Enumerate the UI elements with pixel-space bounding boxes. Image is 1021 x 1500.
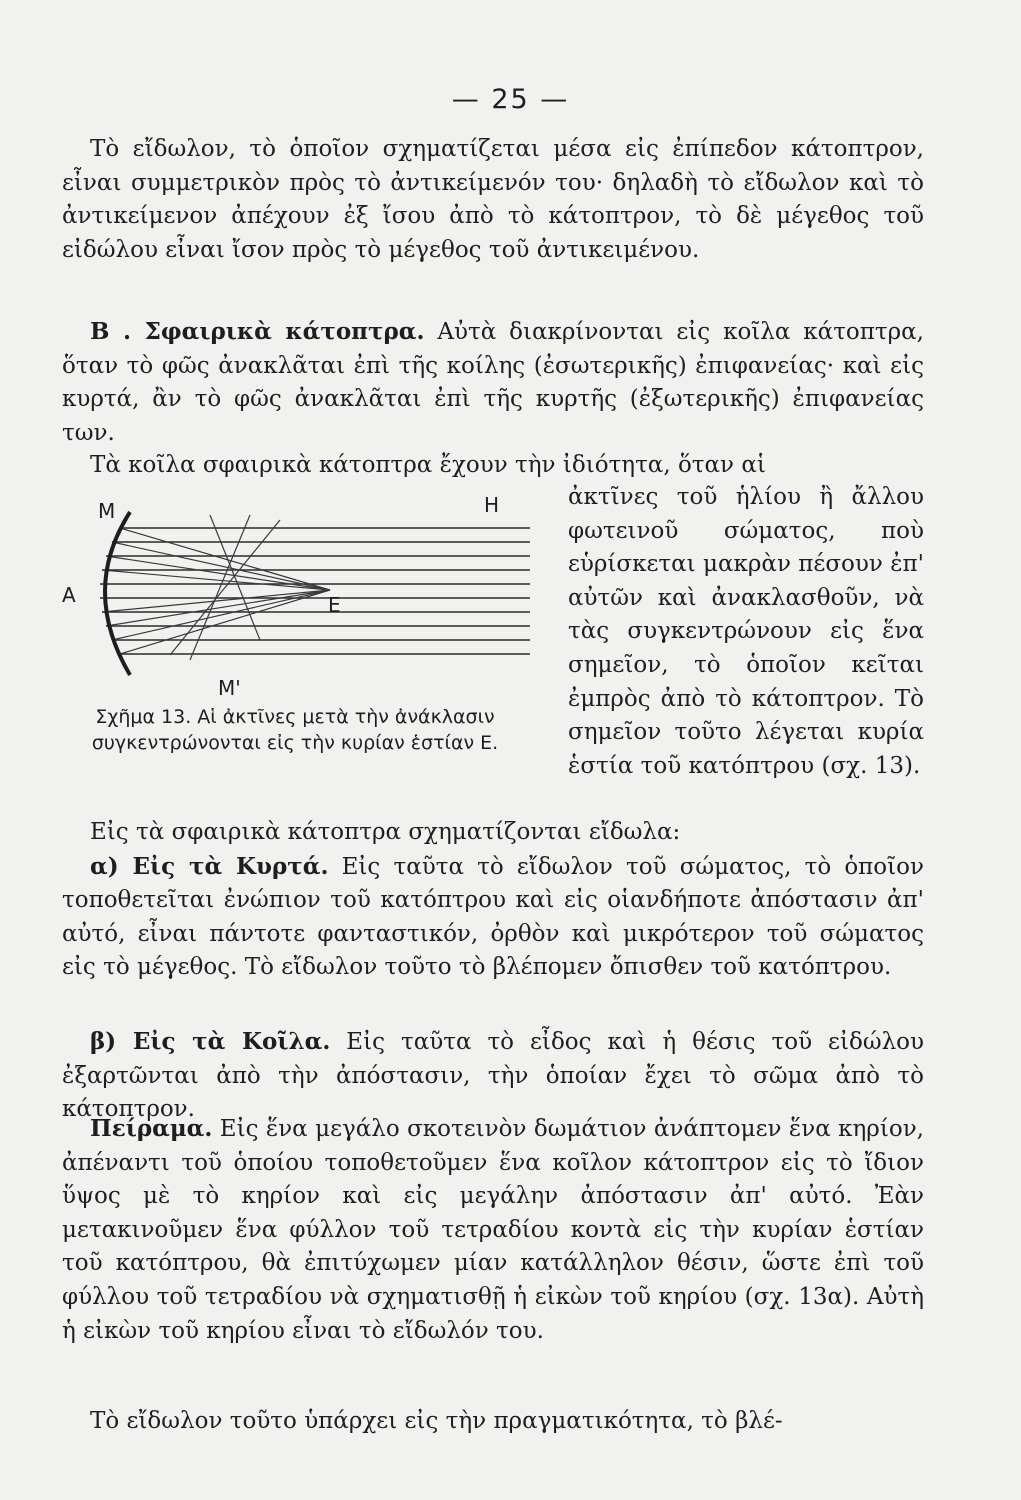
paragraph-spherical-mirrors: [62, 315, 924, 450]
label-e: Ε: [328, 593, 341, 617]
paragraph-image-types: [62, 816, 924, 985]
section-heading-spherical: Β . Σφαιρικὰ κάτοπτρα.: [90, 318, 425, 345]
images-intro-text: Εἰς τὰ σφαιρικὰ κάτοπτρα σχηματίζονται εἴδωλα:: [90, 819, 681, 845]
reflected-rays: [102, 515, 330, 660]
concave-mirror-arc: [105, 512, 130, 675]
label-m-prime: Μ': [218, 676, 241, 700]
figure-13-concave-mirror: [60, 490, 550, 705]
concave-intro-text: Τὰ κοῖλα σφαιρικὰ κάτοπτρα ἔχουν τὴν ἰδιότητα, ὅταν αἱ: [90, 452, 766, 478]
experiment-heading: Πείραμα.: [90, 1115, 213, 1142]
spherical-text: Αὐτὰ διακρίνονται εἰς κοῖλα κάτοπτρα, ὅταν τὸ φῶς ἀνακλᾶται ἐπὶ τῆς κοίλης (ἐσωτερικῆς) ἐπιφανείας· καὶ εἰς κυρτά, ἂν τὸ φῶς ἀνακλᾶται ἐπὶ τῆς κυρτῆς (ἐξωτερικῆς) ἐπιφανείας των.: [62, 319, 924, 446]
paragraph-experiment: [62, 1112, 924, 1348]
figure-caption: Σχῆμα 13. Αἱ ἀκτῖνες μετὰ τὴν ἀνάκλασιν συγκεντρώνονται εἰς τὴν κυρίαν ἑστίαν Ε.: [91, 706, 499, 754]
page-number: — 25 —: [451, 84, 570, 115]
paragraph-plane-mirror: [62, 133, 924, 267]
last-line-text: Τὸ εἴδωλον τοῦτο ὑπάρχει εἰς τὴν πραγματικότητα, τὸ βλέ-: [90, 1408, 783, 1434]
label-a: Α: [62, 583, 76, 607]
concave-description-text: ἀκτῖνες τοῦ ἡλίου ἢ ἄλλου φωτεινοῦ σώματος, ποὺ εὑρίσκεται μακρὰν πέσουν ἐπ' αὐτῶν καὶ ἀνακλασθοῦν, νὰ τὰς συγκεντρώνουν εἰς ἕνα σημεῖον, τὸ ὁποῖον κεῖται ἐμπρὸς ἀπὸ τὸ κάτοπτρον. Τὸ σημεῖον τοῦτο λέγεται κυρία ἑστία τοῦ κατόπτρου (σχ. 13).: [568, 484, 924, 779]
concave-description-column: [568, 481, 924, 783]
plane-mirror-text: Τὸ εἴδωλον, τὸ ὁποῖον σχηματίζεται μέσα εἰς ἐπίπεδον κάτοπτρον, εἶναι συμμετρικὸν πρὸς τὸ ἀντικείμενόν του· δηλαδὴ τὸ εἴδωλον καὶ τὸ ἀντικείμενον ἀπέχουν ἐξ ἴσου ἀπὸ τὸ κάτοπτρον, τὸ δὲ μέγεθος τοῦ εἰδώλου εἶναι ἴσον πρὸς τὸ μέγεθος τοῦ ἀντικειμένου.: [62, 136, 924, 263]
paragraph-last-line: [62, 1405, 924, 1439]
paragraph-concave-intro: [62, 449, 924, 483]
label-h: Η: [484, 493, 500, 517]
experiment-text: Εἰς ἕνα μεγάλο σκοτεινὸν δωμάτιον ἀνάπτομεν ἕνα κηρίον, ἀπέναντι τοῦ ὁποίου τοποθετοῦμεν ἕνα κοῖλον κάτοπτρον εἰς τὸ ἴδιον ὕψος μὲ τὸ κηρίον καὶ εἰς μεγάλην ἀπόστασιν ἀπ' αὐτό. Ἐὰν μετακινοῦμεν ἕνα φύλλον τοῦ τετραδίου κοντὰ εἰς τὴν κυρίαν ἑστίαν τοῦ κατόπτρου, θὰ ἐπιτύχωμεν μίαν κατάλληλον θέσιν, ὥστε ἐπὶ τοῦ φύλλου τοῦ τετραδίου νὰ σχηματισθῇ ἡ εἰκὼν τοῦ κηρίου (σχ. 13α). Αὐτὴ ἡ εἰκὼν τοῦ κηρίου εἶναι τὸ εἴδωλόν του.: [62, 1116, 924, 1344]
convex-heading: α) Εἰς τὰ Κυρτά.: [90, 852, 329, 880]
concave-text: Εἰς ταῦτα τὸ εἶδος καὶ ἡ θέσις τοῦ εἰδώλου ἐξαρτῶνται ἀπὸ τὴν ἀπόστασιν, τὴν ὁποίαν ἔχει τὸ σῶμα ἀπὸ τὸ κάτοπτρον.: [62, 1029, 924, 1123]
convex-text: Εἰς ταῦτα τὸ εἴδωλον τοῦ σώματος, τὸ ὁποῖον τοποθετεῖται ἐνώπιον τοῦ κατόπτρου καὶ εἰς οἱανδήποτε ἀπόστασιν ἀπ' αὐτό, εἶναι πάντοτε φανταστικόν, ὀρθὸν καὶ μικρότερον τοῦ σώματος εἰς τὸ μέγεθος. Τὸ εἴδωλον τοῦτο τὸ βλέπομεν ὄπισθεν τοῦ κατόπτρου.: [62, 853, 924, 981]
concave-heading: β) Εἰς τὰ Κοῖλα.: [90, 1028, 331, 1055]
label-m: Μ: [98, 499, 116, 523]
